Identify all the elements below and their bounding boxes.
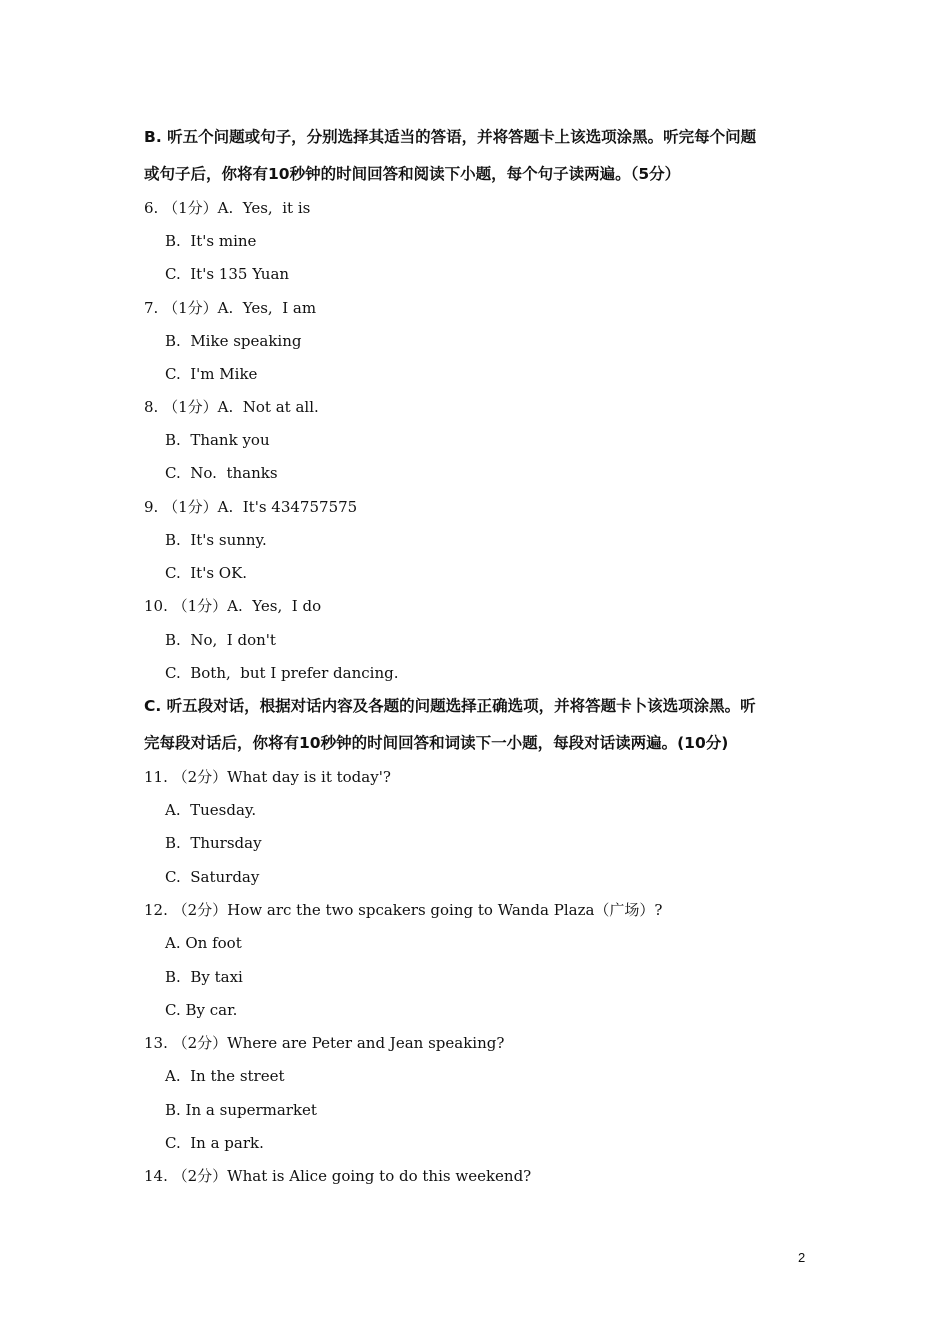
question-10-option-b: B. No, I don't <box>165 631 276 649</box>
question-12-stem: 12. （2分）How arc the two spcakers going to Wanda Plaza（广场）? <box>144 901 663 919</box>
question-13-option-c: C. In a park. <box>165 1134 264 1152</box>
question-11-option-a: A. Tuesday. <box>165 801 257 819</box>
question-6-stem: 6. （1分）A. Yes, it is <box>144 199 311 217</box>
section-c-heading-line2: 完每段对话后，你将有10秒钟的时间回答和词读下一小题，每段对话读两遍。(10分) <box>144 734 729 752</box>
question-9-option-b: B. It's sunny. <box>165 531 267 549</box>
question-7-option-b: B. Mike speaking <box>165 332 302 350</box>
question-8-stem: 8. （1分）A. Not at all. <box>144 398 319 416</box>
question-8-option-c: C. No. thanks <box>165 464 278 482</box>
question-8-option-b: B. Thank you <box>165 431 270 449</box>
question-6-option-b: B. It's mine <box>165 232 257 250</box>
section-b-heading-line1: B. 听五个问题或句子，分别选择其适当的答语，并将答题卡上该选项涂黑。听完每个问题 <box>144 128 757 146</box>
question-12-option-a: A. On foot <box>165 934 242 952</box>
question-10-option-c: C. Both, but I prefer dancing. <box>165 664 399 682</box>
question-7-stem: 7. （1分）A. Yes, I am <box>144 299 317 317</box>
question-7-option-c: C. I'm Mike <box>165 365 258 383</box>
section-b-heading-line2: 或句子后，你将有10秒钟的时间回答和阅读下小题，每个句子读两遍。（5分） <box>144 165 681 183</box>
question-13-stem: 13. （2分）Where are Peter and Jean speaking? <box>144 1034 505 1052</box>
question-14-stem: 14. （2分）What is Alice going to do this weekend? <box>144 1167 532 1185</box>
question-13-option-a: A. In the street <box>165 1067 285 1085</box>
question-11-option-c: C. Saturday <box>165 868 260 886</box>
question-12-option-c: C. By car. <box>165 1001 238 1019</box>
section-c-heading-line1: C. 听五段对话，根据对话内容及各题的问题选择正确选项，并将答题卡卜该选项涂黑。听 <box>144 697 756 715</box>
question-6-option-c: C. It's 135 Yuan <box>165 265 290 283</box>
question-9-option-c: C. It's OK. <box>165 564 248 582</box>
page-number: 2 <box>798 1250 806 1265</box>
question-12-option-b: B. By taxi <box>165 968 243 986</box>
question-13-option-b: B. In a supermarket <box>165 1101 317 1119</box>
question-10-stem: 10. （1分）A. Yes, I do <box>144 597 322 615</box>
question-11-option-b: B. Thursday <box>165 834 262 852</box>
question-9-stem: 9. （1分）A. It's 434757575 <box>144 498 358 516</box>
question-11-stem: 11. （2分）What day is it today'? <box>144 768 391 786</box>
